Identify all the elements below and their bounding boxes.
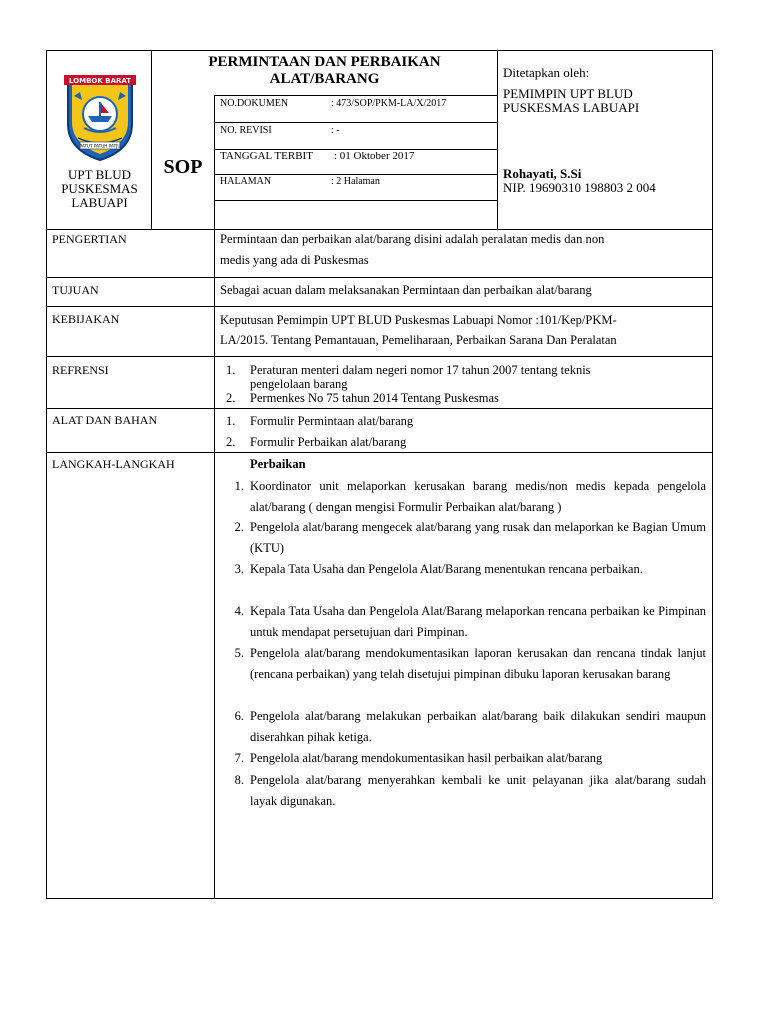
divider xyxy=(46,408,713,409)
step-text: Pengelola alat/barang mengecek alat/barang yang rusak dan melaporkan ke Bagian Umum (KTU) xyxy=(250,520,706,555)
step-text: Pengelola alat/barang mendokumentasikan laporan kerusakan dan rencana tindak lanjut (rencana perbaikan) yang telah disetujui pimpinan dibuku laporan kerusakan barang xyxy=(250,646,706,681)
doc-number-value: : 473/SOP/PKM-LA/X/2017 xyxy=(331,98,447,109)
divider xyxy=(214,95,215,899)
kebijakan-label: KEBIJAKAN xyxy=(52,312,120,326)
institution-line-2: PUSKESMAS xyxy=(61,181,138,196)
institution-line-3: LABUAPI xyxy=(71,195,128,210)
alat-bahan-item-1-num: 1. xyxy=(226,414,236,428)
referensi-item-2-num: 2. xyxy=(226,391,236,405)
page-count-label: HALAMAN xyxy=(220,176,272,187)
divider xyxy=(214,174,497,175)
langkah-subheading: Perbaikan xyxy=(250,457,306,471)
institution-name xyxy=(47,168,152,210)
pengertian-line-2: medis yang ada di Puskesmas xyxy=(220,253,369,267)
approver-position-line-2: PUSKESMAS LABUAPI xyxy=(503,100,640,115)
page-count-value: : 2 Halaman xyxy=(331,176,380,187)
set-by-label: Ditetapkan oleh: xyxy=(503,65,590,80)
referensi-item-1-line-2: pengelolaan barang xyxy=(250,377,348,391)
referensi-item-1-line-1: Peraturan menteri dalam negeri nomor 17 tahun 2007 tentang teknis xyxy=(250,363,591,377)
approver-name: Rohayati, S.Si xyxy=(503,166,582,181)
issue-date-label: TANGGAL TERBIT xyxy=(220,150,313,162)
sop-title xyxy=(152,54,497,88)
doc-number-label: NO.DOKUMEN xyxy=(220,98,289,109)
step-number: 1. xyxy=(234,479,244,493)
step-text: Kepala Tata Usaha dan Pengelola Alat/Barang melaporkan rencana perbaikan ke Pimpinan untuk mendapat persetujuan dari Pimpinan. xyxy=(250,604,706,639)
step-number: 4. xyxy=(234,604,244,618)
divider xyxy=(497,50,498,229)
step-number: 2. xyxy=(234,520,244,534)
approver-nip: NIP. 19690310 198803 2 004 xyxy=(503,180,656,195)
revision-label: NO. REVISI xyxy=(220,125,272,136)
step-number: 3. xyxy=(234,562,244,576)
lombok-barat-logo xyxy=(60,72,140,162)
step-text: Pengelola alat/barang melakukan perbaikan alat/barang baik dilakukan sendiri maupun diserahkan pihak ketiga. xyxy=(250,709,706,744)
divider xyxy=(214,200,497,201)
approver-position-line-1: PEMIMPIN UPT BLUD xyxy=(503,86,633,101)
divider xyxy=(46,356,713,357)
alat-bahan-item-1: Formulir Permintaan alat/barang xyxy=(250,414,414,428)
divider xyxy=(214,122,497,123)
step-number: 7. xyxy=(234,751,244,765)
step-text: Koordinator unit melaporkan kerusakan barang medis/non medis kepada pengelola alat/barang ( dengan mengisi Formulir Perbaikan alat/barang ) xyxy=(250,479,706,514)
institution-line-1: UPT BLUD xyxy=(68,167,131,182)
svg-text:LOMBOK BARAT: LOMBOK BARAT xyxy=(68,77,132,85)
pengertian-label: PENGERTIAN xyxy=(52,232,127,246)
alat-bahan-item-2: Formulir Perbaikan alat/barang xyxy=(250,435,407,449)
step-text: Pengelola alat/barang menyerahkan kembali ke unit pelayanan jika alat/barang sudah layak digunakan. xyxy=(250,773,706,808)
alat-bahan-label: ALAT DAN BAHAN xyxy=(52,413,158,427)
divider xyxy=(46,277,713,278)
alat-bahan-item-2-num: 2. xyxy=(226,435,236,449)
revision-value: : - xyxy=(331,125,340,136)
step-text: Kepala Tata Usaha dan Pengelola Alat/Barang menentukan rencana perbaikan. xyxy=(250,562,643,576)
referensi-item-1-num: 1. xyxy=(226,363,236,377)
step-text: Pengelola alat/barang mendokumentasikan hasil perbaikan alat/barang xyxy=(250,751,603,765)
tujuan-label: TUJUAN xyxy=(52,283,99,297)
title-line-1: PERMINTAAN DAN PERBAIKAN xyxy=(208,54,441,70)
issue-date-value: : 01 Oktober 2017 xyxy=(334,150,415,162)
referensi-label: REFRENSI xyxy=(52,363,109,377)
step-number: 5. xyxy=(234,646,244,660)
divider xyxy=(214,95,497,96)
referensi-item-2-line-1: Permenkes No 75 tahun 2014 Tentang Puskesmas xyxy=(250,391,499,405)
divider xyxy=(46,306,713,307)
kebijakan-line-2: LA/2015. Tentang Pemantauan, Pemeliharaan, Perbaikan Sarana Dan Peralatan xyxy=(220,333,617,347)
sop-label: SOP xyxy=(163,156,203,178)
step-number: 8. xyxy=(234,773,244,787)
step-number: 6. xyxy=(234,709,244,723)
kebijakan-line-1: Keputusan Pemimpin UPT BLUD Puskesmas Labuapi Nomor :101/Kep/PKM- xyxy=(220,313,617,327)
divider xyxy=(46,229,713,230)
title-line-2: ALAT/BARANG xyxy=(269,71,380,87)
langkah-label: LANGKAH-LANGKAH xyxy=(52,457,175,471)
divider xyxy=(46,452,713,453)
tujuan-text: Sebagai acuan dalam melaksanakan Permintaan dan perbaikan alat/barang xyxy=(220,283,592,297)
pengertian-line-1: Permintaan dan perbaikan alat/barang disini adalah peralatan medis dan non xyxy=(220,232,605,246)
svg-text:PATUT PATUH PATJU: PATUT PATUH PATJU xyxy=(79,143,121,149)
